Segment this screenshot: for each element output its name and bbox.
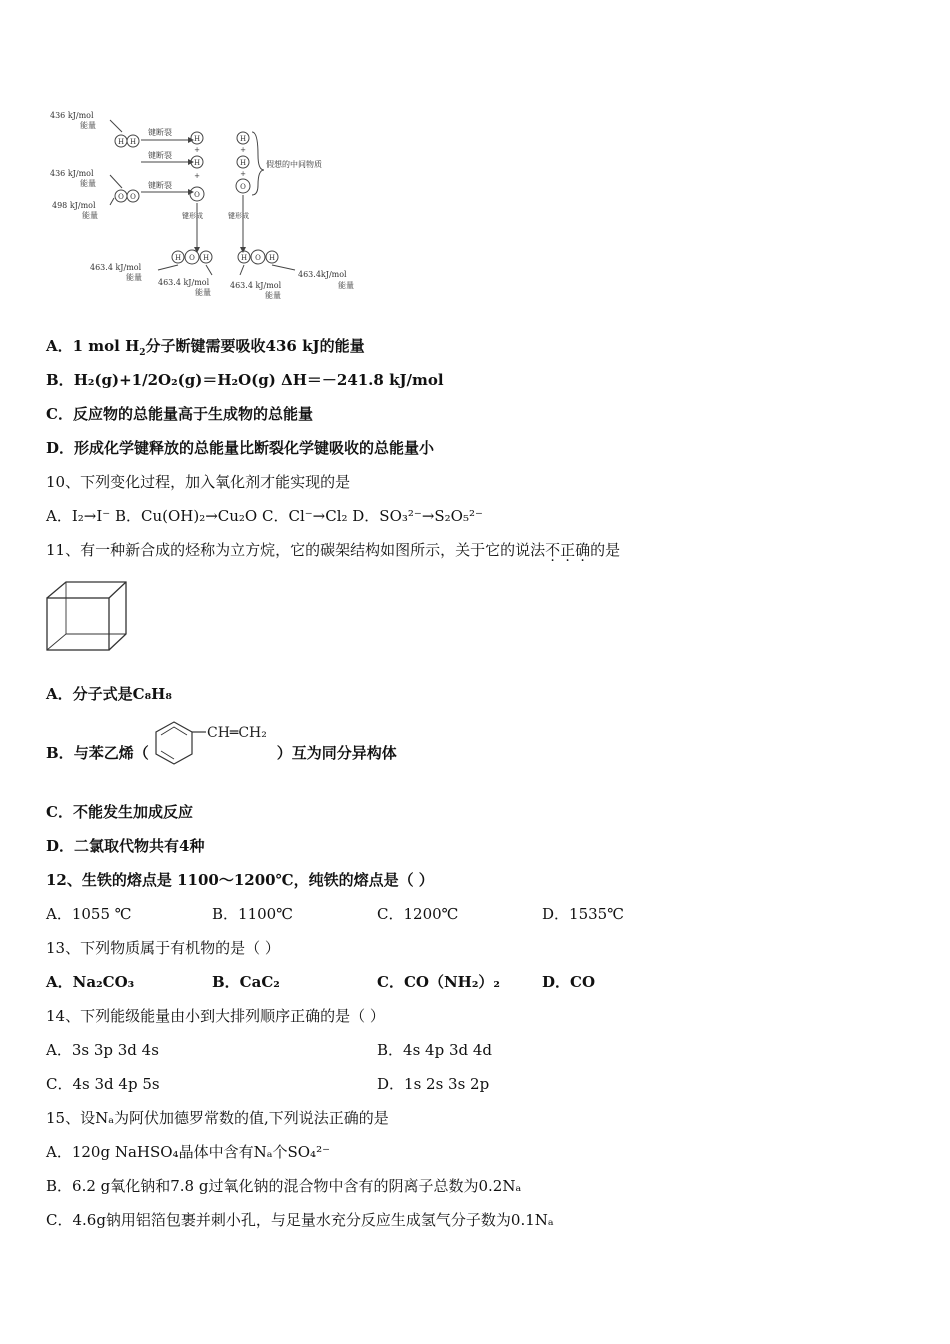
plus: + (240, 170, 246, 178)
atom-h: H (129, 138, 137, 146)
q12-option-b: B．1100℃ (212, 905, 293, 923)
atom-h: H (268, 254, 276, 262)
q15-stem: 15、设Nₐ为阿伏加德罗常数的值,下列说法正确的是 (46, 1109, 389, 1127)
break-label: 键断裂 (148, 151, 172, 160)
q14-option-d: D．1s 2s 3s 2p (377, 1075, 490, 1093)
q13-option-a: A．Na₂CO₃ (46, 973, 135, 991)
atom-h: H (174, 254, 182, 262)
plus: + (240, 146, 246, 154)
energy-label: 能量 (82, 211, 98, 220)
q14-option-b: B．4s 4p 3d 4d (377, 1041, 493, 1059)
cubane-diagram (44, 578, 130, 654)
intermediate-label: 假想的中间物质 (266, 160, 322, 169)
energy-label: 能量 (265, 291, 281, 300)
atom-h: H (202, 254, 210, 262)
q15-option-a: A．120g NaHSO₄晶体中含有Nₐ个SO₄²⁻ (46, 1143, 330, 1161)
q11-option-a: A．分子式是C₈H₈ (46, 685, 172, 703)
break-label: 键断裂 (148, 181, 172, 190)
q11-stem: 11、有一种新合成的烃称为立方烷，它的碳架结构如图所示，关于它的说法不正确的是 (46, 541, 621, 559)
atom-o: O (189, 254, 195, 262)
e4634b-label: 463.4kJ/mol (298, 270, 347, 279)
q12-option-d: D．1535℃ (542, 905, 624, 923)
q9-option-a: A．1 mol $H_2$分子断键需要吸收436 kJ的能量 (46, 337, 365, 358)
q11-option-b: B．与苯乙烯（ ）互为同分异构体 (46, 744, 397, 762)
e436a-label: 436 kJ/mol (50, 111, 94, 120)
atom-o: O (194, 191, 200, 199)
q9-option-b: B．H₂(g)+1/2O₂(g)＝H₂O(g) ΔH＝－241.8 kJ/mol (46, 371, 444, 389)
q10-options: A．I₂→I⁻ B．Cu(OH)₂→Cu₂O C．Cl⁻→Cl₂ D．SO₃²⁻→S₂O₅²⁻ (46, 507, 483, 525)
q9-option-d: D．形成化学键释放的总能量比断裂化学键吸收的总能量小 (46, 439, 435, 457)
q15-option-b: B．6.2 g氧化钠和7.8 g过氧化钠的混合物中含有的阴离子总数为0.2Nₐ (46, 1177, 522, 1195)
atom-o: O (240, 183, 246, 191)
q9-option-c: C．反应物的总能量高于生成物的总能量 (46, 405, 313, 423)
atom-h: H (240, 254, 248, 262)
energy-label: 能量 (126, 273, 142, 282)
q11-option-d: D．二氯取代物共有4种 (46, 837, 205, 855)
e4634-label: 463.4 kJ/mol (230, 281, 282, 290)
e4634-label: 463.4 kJ/mol (158, 278, 210, 287)
q15-option-c: C．4.6g钠用铝箔包裹并刺小孔，与足量水充分反应生成氢气分子数为0.1Nₐ (46, 1211, 554, 1229)
atom-h: H (193, 135, 201, 143)
atom-o: O (130, 193, 136, 201)
q13-option-d: D．CO (542, 973, 596, 991)
e498-label: 498 kJ/mol (52, 201, 96, 210)
e436b-label: 436 kJ/mol (50, 169, 94, 178)
energy-label: 能量 (338, 281, 354, 290)
atom-o: O (255, 254, 261, 262)
q11-option-c: C．不能发生加成反应 (46, 803, 193, 821)
break-label: 键断裂 (148, 128, 172, 137)
plus: + (194, 172, 200, 180)
q14-stem: 14、下列能级能量由小到大排列顺序正确的是（ ） (46, 1007, 385, 1025)
atom-h: H (193, 159, 201, 167)
energy-label: 能量 (80, 121, 96, 130)
q12-stem: 12、生铁的熔点是 1100～1200℃，纯铁的熔点是（ ） (46, 871, 434, 889)
atom-h: H (117, 138, 125, 146)
e4634-label: 463.4 kJ/mol (90, 263, 142, 272)
bond-energy-diagram (40, 100, 380, 305)
q14-option-c: C．4s 3d 4p 5s (46, 1075, 160, 1093)
q13-option-b: B．CaC₂ (212, 973, 280, 991)
q13-option-c: C．CO（NH₂）₂ (377, 973, 500, 991)
q14-option-a: A．3s 3p 3d 4s (46, 1041, 159, 1059)
energy-label: 能量 (195, 288, 211, 297)
plus: + (194, 146, 200, 154)
atom-o: O (118, 193, 124, 201)
form-label: 键形成 (182, 212, 203, 220)
q13-stem: 13、下列物质属于有机物的是（ ） (46, 939, 280, 957)
form-label: 键形成 (228, 212, 249, 220)
energy-label: 能量 (80, 179, 96, 188)
q12-option-c: C．1200℃ (377, 905, 459, 923)
q12-option-a: A．1055 ℃ (46, 905, 132, 923)
vinyl-group-label: CH═CH₂ (207, 725, 267, 741)
atom-h: H (239, 135, 247, 143)
q10-stem: 10、下列变化过程，加入氧化剂才能实现的是 (46, 473, 351, 491)
styrene-structure (152, 718, 282, 768)
atom-h: H (239, 159, 247, 167)
